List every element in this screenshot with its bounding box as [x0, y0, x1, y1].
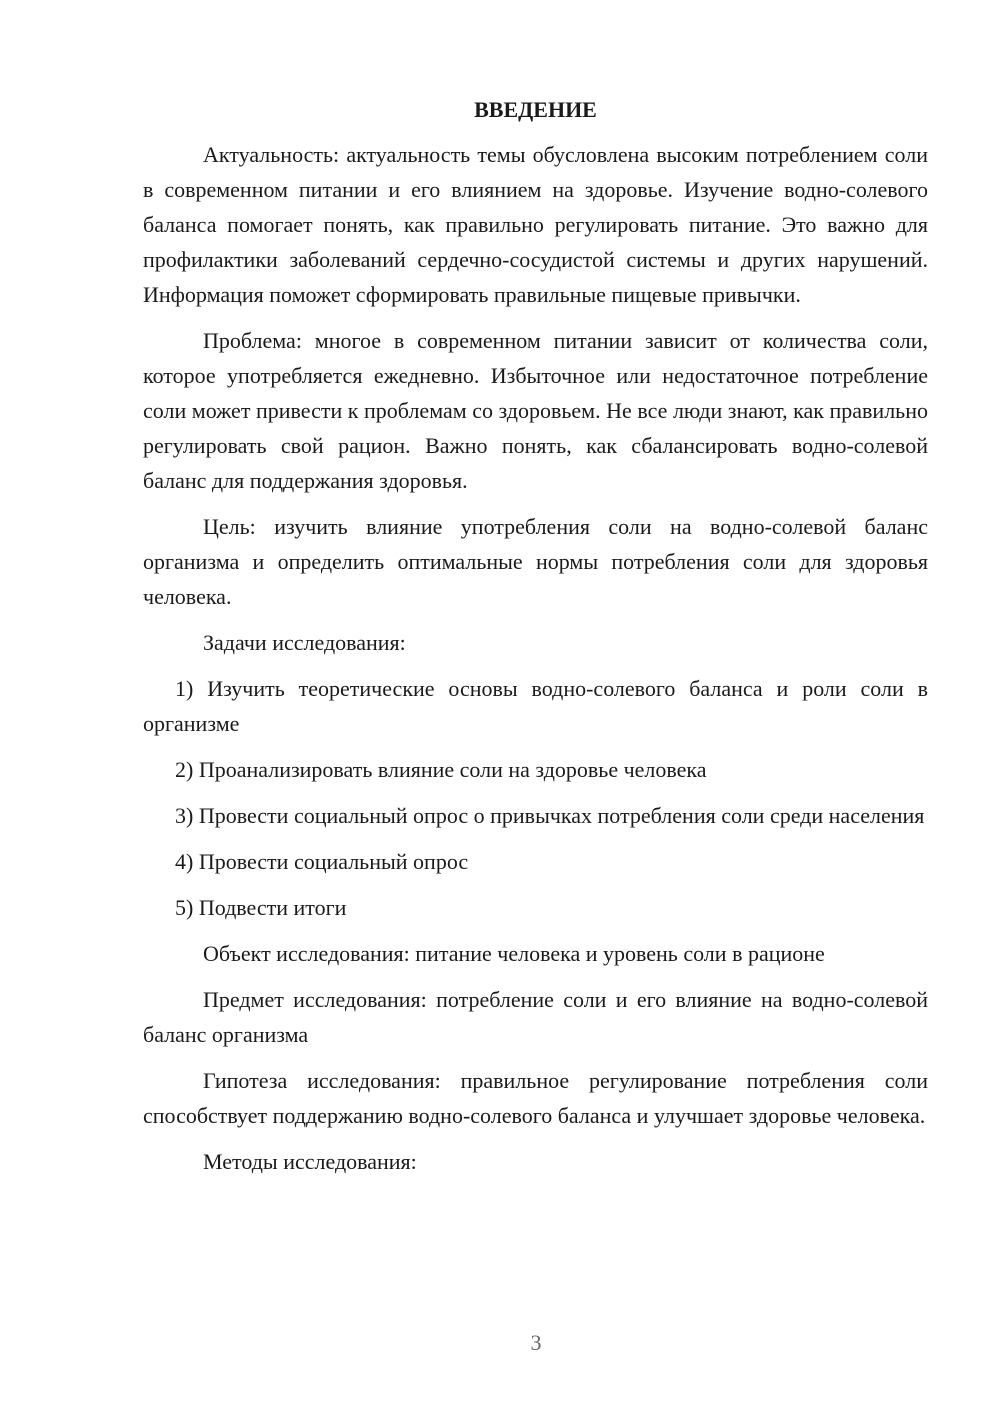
page-number: 3: [530, 1330, 542, 1355]
paragraph-hypothesis: Гипотеза исследования: правильное регулирование потребления соли способствует поддержанию водно-солевого баланса и улучшает здоровье человека.: [143, 1068, 928, 1128]
document-page: [143, 92, 928, 1179]
task-item-5: 5) Подвести итоги: [175, 895, 347, 920]
paragraph-tasks-heading: Задачи исследования:: [203, 630, 406, 655]
paragraph-object: Объект исследования: питание человека и уровень соли в рационе: [203, 941, 825, 966]
task-item-4: 4) Провести социальный опрос: [175, 849, 469, 874]
paragraph-relevance: Актуальность: актуальность темы обусловлена высоким потреблением соли в современном питании и его влиянием на здоровье. Изучение водно-солевого баланса помогает понять, как правильно регулировать питание. Это важно для профилактики заболеваний сердечно-сосудистой системы и других нарушений. Информация поможет сформировать правильные пищевые привычки.: [143, 142, 928, 307]
paragraph-methods: Методы исследования:: [203, 1149, 417, 1174]
paragraph-subject: Предмет исследования: потребление соли и его влияние на водно-солевой баланс организма: [143, 987, 928, 1047]
task-item-3: 3) Провести социальный опрос о привычках потребления соли среди населения: [175, 803, 925, 828]
paragraph-goal: Цель: изучить влияние употребления соли на водно-солевой баланс организма и определить оптимальные нормы потребления соли для здоровья человека.: [143, 514, 928, 609]
task-item-1: 1) Изучить теоретические основы водно-солевого баланса и роли соли в организме: [143, 676, 928, 736]
task-item-2: 2) Проанализировать влияние соли на здоровье человека: [175, 757, 707, 782]
section-title: ВВЕДЕНИЕ: [474, 97, 597, 122]
paragraph-problem: Проблема: многое в современном питании зависит от количества соли, которое употребляется ежедневно. Избыточное или недостаточное потребление соли может привести к проблемам со здоровьем. Не все люди знают, как правильно регулировать свой рацион. Важно понять, как сбалансировать водно-солевой баланс для поддержания здоровья.: [143, 328, 928, 493]
